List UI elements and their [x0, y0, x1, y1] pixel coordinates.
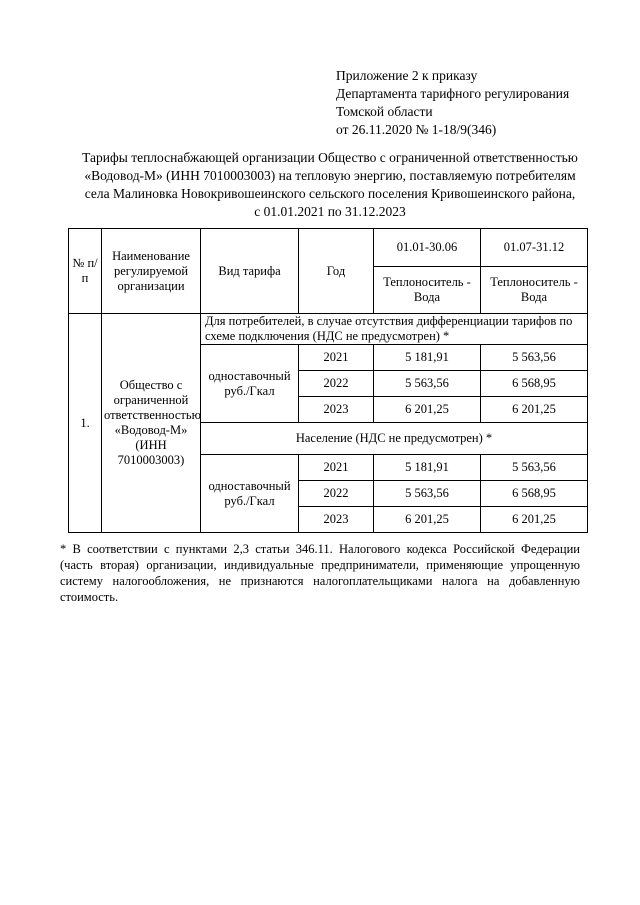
value-cell: 6 568,95	[481, 371, 588, 397]
title-line: «Водовод-М» (ИНН 7010003003) на тепловую энергию, поставляемую потребителям	[84, 168, 576, 183]
header-period-2: 01.07-31.12	[481, 229, 588, 267]
header-carrier-1: Теплоноситель - Вода	[374, 267, 481, 314]
organization-name: Общество с ограниченной ответственностью «Водовод-М» (ИНН 7010003003)	[102, 314, 201, 533]
value-cell: 6 568,95	[481, 481, 588, 507]
footnote: * В соответствии с пунктами 2,3 статьи 346.11. Налогового кодекса Российской Федерации (часть вторая) организации, индивидуальные предприниматели, применяющие упрощенную систему налогообложения, не признаются налогоплательщиками налога на добавленную стоимость.	[60, 542, 580, 604]
tariff-table	[68, 228, 588, 533]
value-cell: 6 201,25	[481, 507, 588, 533]
header-year: Год	[299, 229, 374, 314]
year-cell: 2022	[299, 371, 374, 397]
value-cell: 5 181,91	[374, 455, 481, 481]
value-cell: 5 181,91	[374, 345, 481, 371]
value-cell: 6 201,25	[374, 397, 481, 423]
title-line: с 01.01.2021 по 31.12.2023	[254, 204, 406, 219]
year-cell: 2023	[299, 507, 374, 533]
title-line: села Малиновка Новокривошеинского сельского поселения Кривошеинского района,	[84, 186, 576, 201]
header-tariff-type: Вид тарифа	[201, 229, 299, 314]
value-cell: 6 201,25	[481, 397, 588, 423]
tariff-type-cell: одноставочный руб./Гкал	[201, 455, 299, 533]
document-title	[60, 149, 600, 221]
header-number: № п/п	[69, 229, 102, 314]
header-organization: Наименование регулируемой организации	[102, 229, 201, 314]
year-cell: 2023	[299, 397, 374, 423]
header-line: Департамента тарифного регулирования	[336, 86, 570, 101]
group-note: Население (НДС не предусмотрен) *	[201, 423, 588, 455]
value-cell: 6 201,25	[374, 507, 481, 533]
year-cell: 2022	[299, 481, 374, 507]
group-note: Для потребителей, в случае отсутствия дифференциации тарифов по схеме подключения (НДС не предусмотрен) *	[201, 314, 588, 345]
header-line: Томской области	[336, 104, 433, 119]
order-appendix-header	[336, 67, 569, 139]
header-line: Приложение 2 к приказу	[336, 68, 478, 83]
year-cell: 2021	[299, 455, 374, 481]
header-period-1: 01.01-30.06	[374, 229, 481, 267]
value-cell: 5 563,56	[481, 455, 588, 481]
tariff-type-cell: одноставочный руб./Гкал	[201, 345, 299, 423]
value-cell: 5 563,56	[374, 371, 481, 397]
value-cell: 5 563,56	[481, 345, 588, 371]
row-number: 1.	[69, 314, 102, 533]
title-line: Тарифы теплоснабжающей организации Общество с ограниченной ответственностью	[82, 150, 578, 165]
header-line: от 26.11.2020 № 1-18/9(346)	[336, 122, 497, 137]
year-cell: 2021	[299, 345, 374, 371]
value-cell: 5 563,56	[374, 481, 481, 507]
header-carrier-2: Теплоноситель - Вода	[481, 267, 588, 314]
